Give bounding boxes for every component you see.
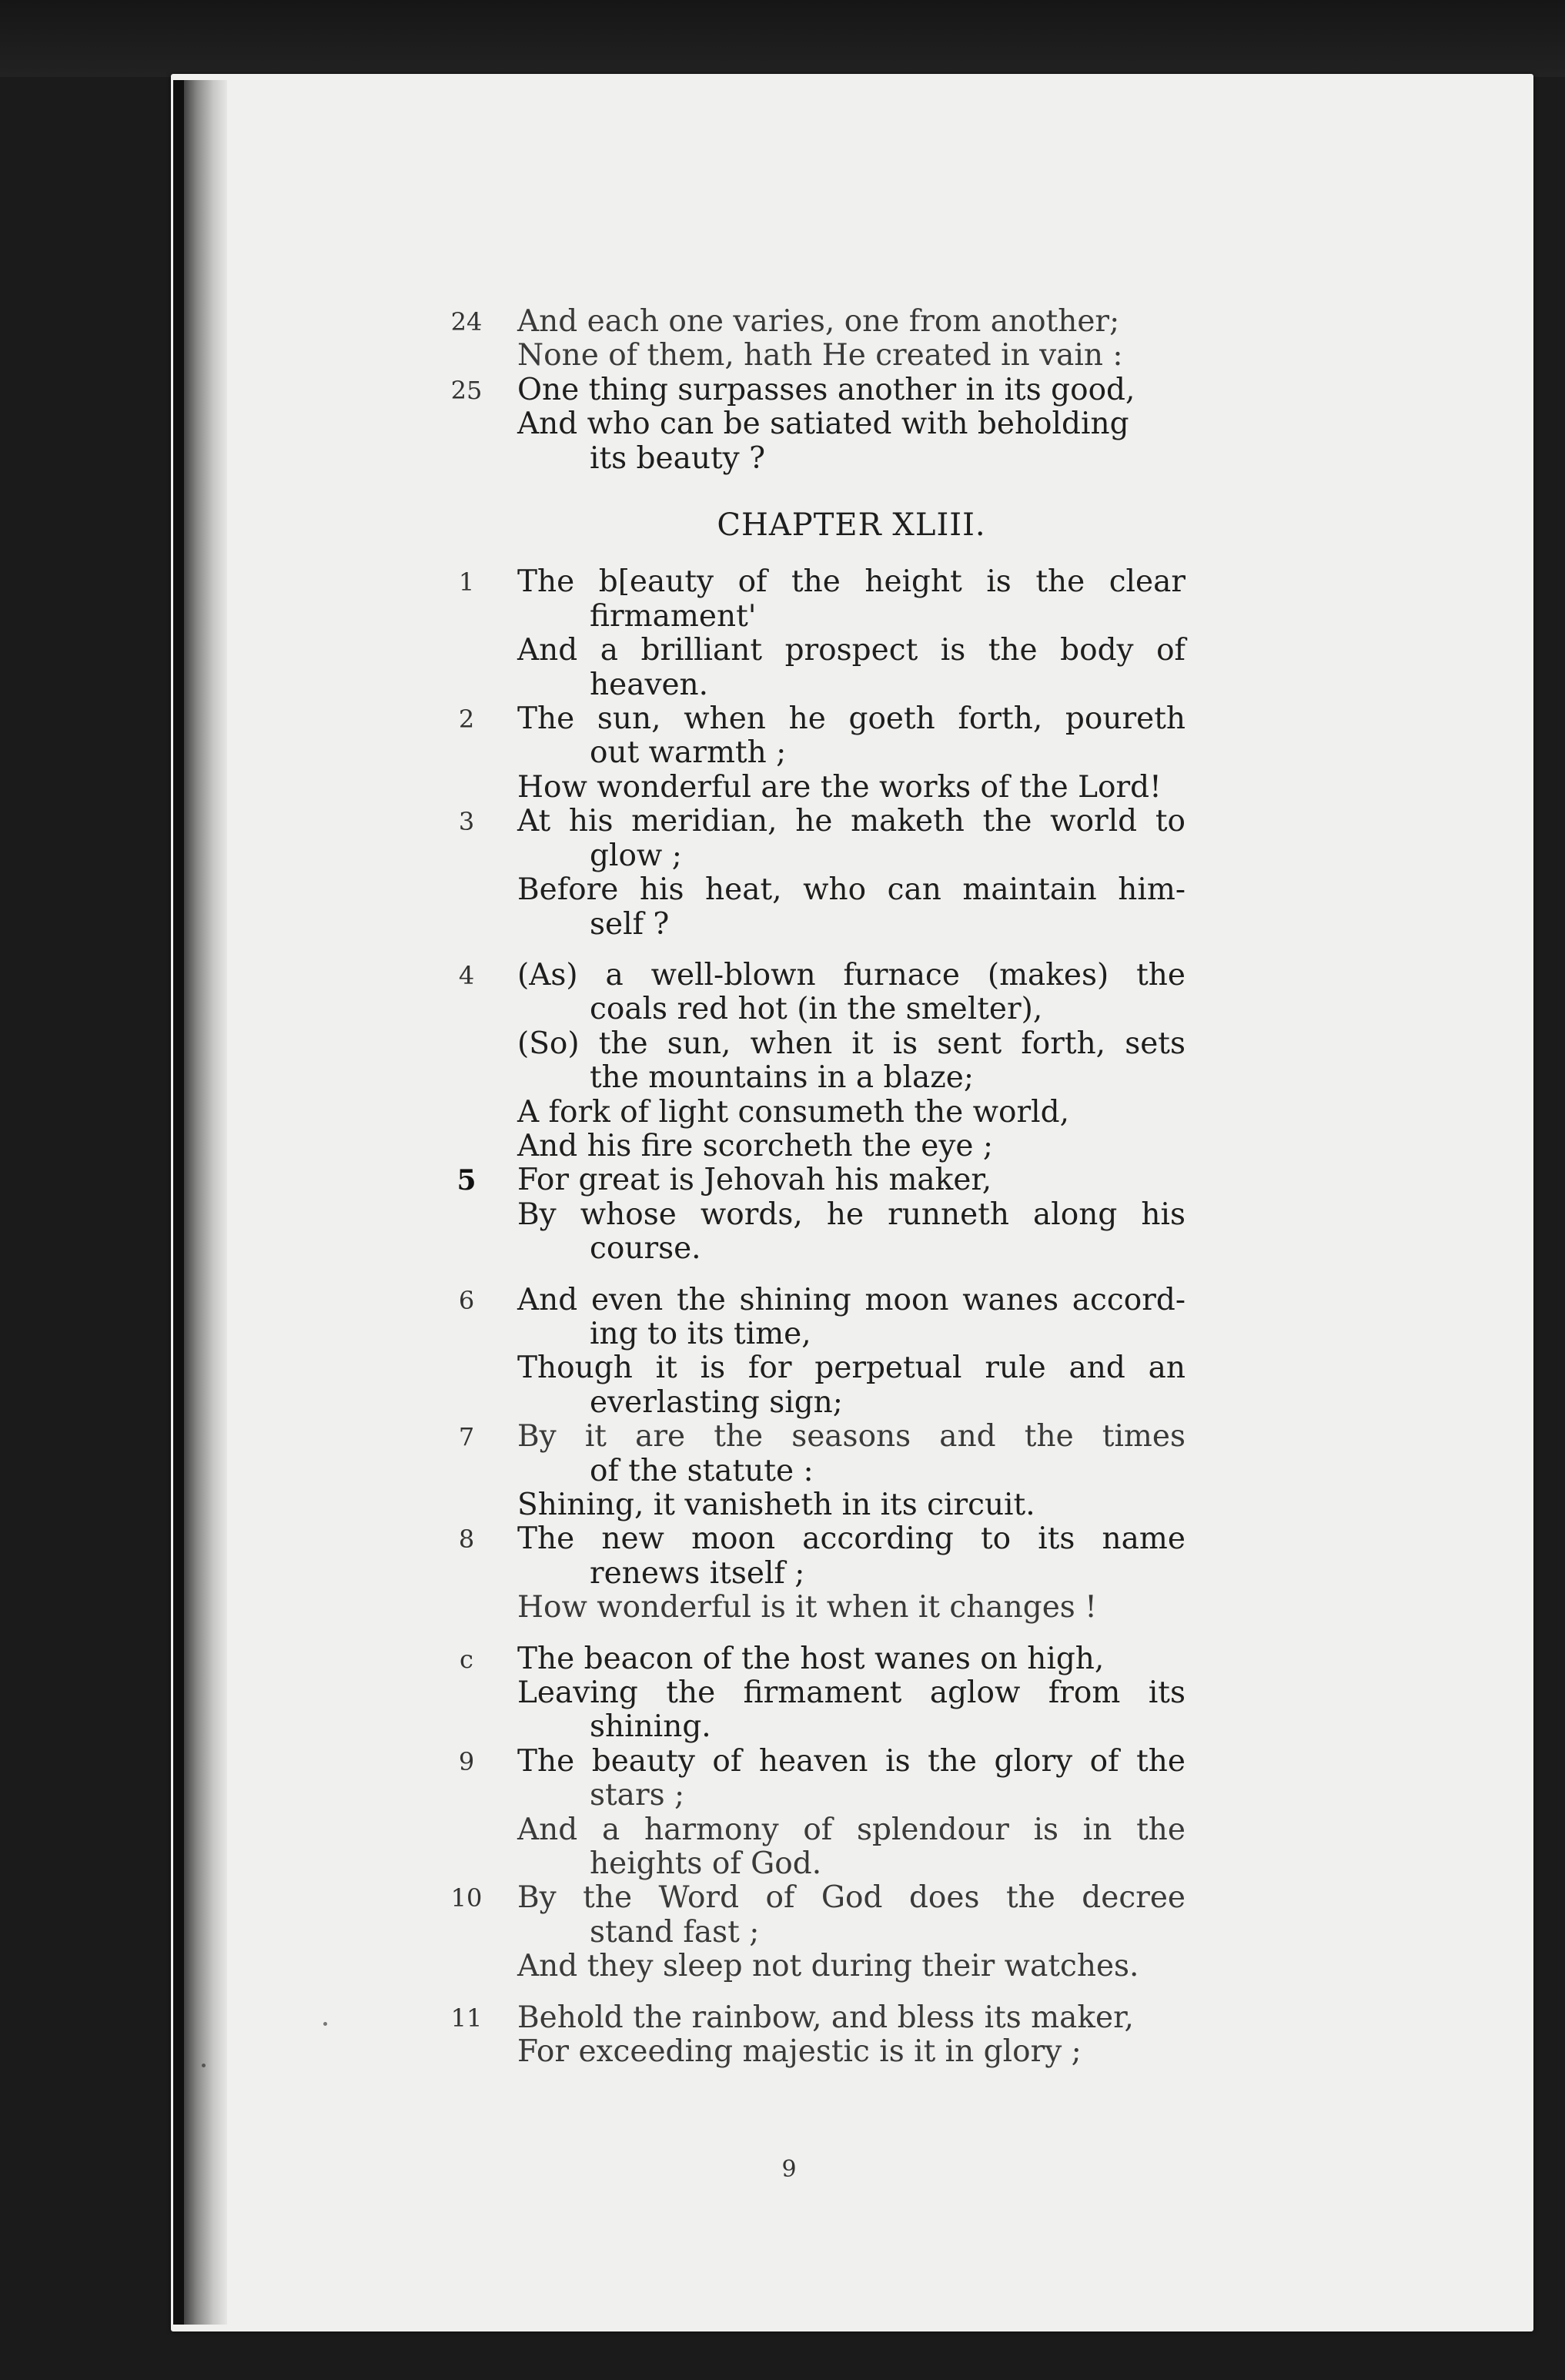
stanza-gap <box>416 1984 1185 2001</box>
verse-2 <box>416 702 1185 805</box>
verse-line: And they sleep not during their watches. <box>517 1949 1139 1984</box>
verse-line: A fork of light consumeth the world, <box>517 1094 1069 1130</box>
verse-line: By whose words, he runneth along his <box>517 1197 1185 1232</box>
verse-10 <box>416 1881 1185 1983</box>
verse-line: How wonderful are the works of the Lord! <box>517 769 1162 805</box>
verse-line: The b[eauty of the height is the clear <box>517 564 1185 600</box>
verse-line: The beacon of the host wanes on high, <box>517 1641 1105 1676</box>
verse-line: And his fire scorcheth the eye ; <box>517 1128 993 1163</box>
stanza-gap <box>416 1267 1185 1284</box>
verse-line: coals red hot (in the smelter), <box>590 992 1043 1027</box>
verse-line: By it are the seasons and the times <box>517 1419 1185 1454</box>
verse-number: 2 <box>458 705 475 735</box>
verse-line: stars ; <box>590 1778 685 1813</box>
verse-9 <box>416 1745 1185 1882</box>
verse-line: (So) the sun, when it is sent forth, sets <box>517 1026 1185 1061</box>
book-binding-edge <box>173 80 227 2325</box>
verse-6 <box>416 1284 1185 1421</box>
verse-line: And a harmony of splendour is in the <box>517 1812 1185 1847</box>
verse-line: stand fast ; <box>590 1914 760 1950</box>
verse-11 <box>416 2001 1185 2070</box>
page-text <box>416 305 1185 2070</box>
verse-7 <box>416 1420 1185 1522</box>
chapter-heading: CHAPTER XLIII. <box>717 507 986 544</box>
verse-line: The new moon according to its name <box>517 1521 1185 1557</box>
verse-4 <box>416 959 1185 1163</box>
verse-line: (As) a well-blown furnace (makes) the <box>517 957 1185 993</box>
verse-line: And who can be satiated with beholding <box>517 407 1129 442</box>
verse-line: And even the shining moon wanes accord- <box>517 1282 1185 1317</box>
verse-line: glow ; <box>590 838 682 873</box>
verse-line: Behold the rainbow, and bless its maker, <box>517 2000 1134 2035</box>
scan-speck <box>323 2022 327 2026</box>
verse-line: of the statute : <box>590 1453 814 1488</box>
verse-line: And a brilliant prospect is the body of <box>517 633 1185 668</box>
verse-line: shining. <box>590 1709 711 1745</box>
stanza-gap <box>416 1625 1185 1642</box>
verse-line: out warmth ; <box>590 735 787 771</box>
verse-number: 11 <box>450 2003 483 2033</box>
verse-line: At his meridian, he maketh the world to <box>517 804 1185 839</box>
verse-25 <box>416 373 1185 476</box>
scan-background <box>0 0 1565 77</box>
page-number: 9 <box>781 2156 797 2183</box>
verse-line: One thing surpasses another in its good, <box>517 372 1135 407</box>
verse-line: the mountains in a blaze; <box>590 1060 974 1096</box>
verse-line: None of them, hath He created in vain : <box>517 338 1123 373</box>
verse-5 <box>416 1163 1185 1266</box>
verse-line: renews itself ; <box>590 1555 805 1591</box>
verse-line: Before his heat, who can maintain him- <box>517 872 1185 908</box>
verse-8 <box>416 1522 1185 1625</box>
verse-number: 5 <box>456 1164 477 1197</box>
verse-line: self ? <box>590 906 670 942</box>
verse-number: 9 <box>458 1746 475 1776</box>
verse-number: 1 <box>458 567 475 598</box>
verse-line: course. <box>590 1231 701 1267</box>
verse-24 <box>416 305 1185 373</box>
verse-line: firmament' <box>590 598 757 634</box>
verse-number: 25 <box>450 375 483 405</box>
stanza-gap <box>416 942 1185 959</box>
verse-number: 6 <box>458 1285 475 1315</box>
verse-line: The sun, when he goeth forth, poureth <box>517 701 1185 737</box>
verse-line: its beauty ? <box>590 440 765 476</box>
scan-speck <box>202 2064 206 2067</box>
verse-c <box>416 1642 1185 1745</box>
verse-line: And each one varies, one from another; <box>517 304 1120 339</box>
verse-line: ing to its time, <box>590 1316 811 1351</box>
verse-line: The beauty of heaven is the glory of the <box>517 1743 1185 1779</box>
verse-line: For exceeding majestic is it in glory ; <box>517 2034 1082 2070</box>
verse-number: 8 <box>458 1525 475 1555</box>
verse-number: 24 <box>450 307 483 336</box>
verse-number: 7 <box>458 1422 475 1452</box>
verse-number: 4 <box>458 960 475 990</box>
verse-1 <box>416 565 1185 702</box>
verse-line: everlasting sign; <box>590 1384 843 1420</box>
verse-line: For great is Jehovah his maker, <box>517 1163 992 1198</box>
verse-line: heights of God. <box>590 1846 822 1882</box>
verse-number: 3 <box>458 807 475 837</box>
verse-line: Leaving the firmament aglow from its <box>517 1675 1185 1711</box>
verse-line: heaven. <box>590 667 709 702</box>
verse-number: 10 <box>450 1883 483 1913</box>
verse-line: Shining, it vanisheth in its circuit. <box>517 1488 1035 1522</box>
verse-line: How wonderful is it when it changes ! <box>517 1590 1097 1625</box>
verse-number: c <box>460 1644 473 1674</box>
verse-3 <box>416 805 1185 942</box>
verse-line: By the Word of God does the decree <box>517 1880 1185 1916</box>
verse-line: Though it is for perpetual rule and an <box>517 1351 1185 1386</box>
